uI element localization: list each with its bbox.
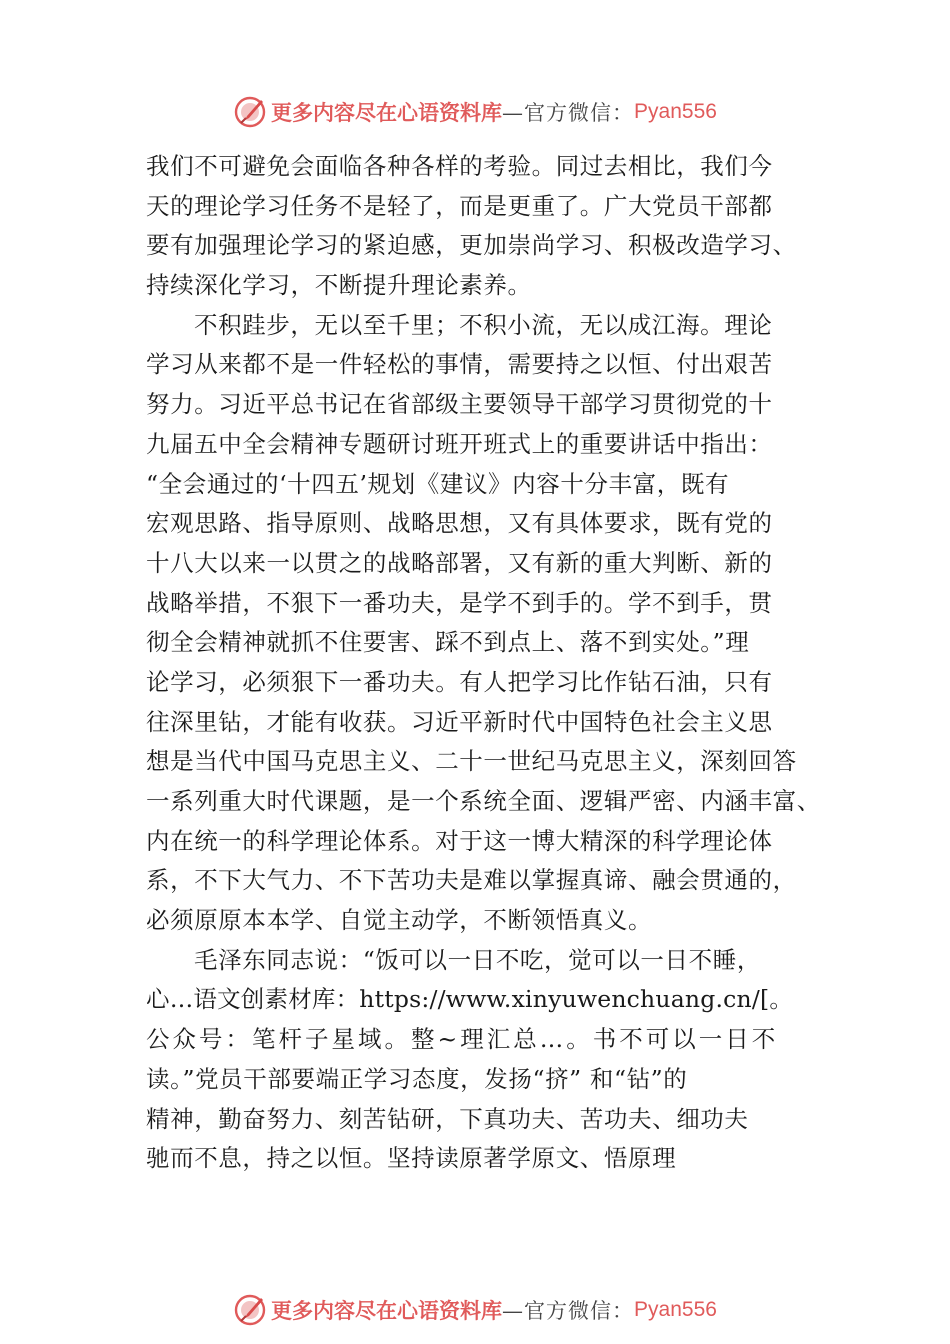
body-line: 持续深化学习，不断提升理论素养。 (146, 271, 532, 300)
body-line: 天的理论学习任务不是轻了，而是更重了。广大党员干部都 (146, 191, 773, 220)
body-line: 十八大以来一以贯之的战略部署，又有新的重大判断、新的 (146, 548, 773, 577)
footer-banner (0, 1290, 950, 1330)
footer-banner-wechat-id: Pyan556 (634, 1298, 717, 1321)
body-line: 往深里钻，才能有收获。习近平新时代中国特色社会主义思 (146, 707, 773, 736)
body-line: 想是当代中国马克思主义、二十一世纪马克思主义，深刻回答 (146, 747, 797, 776)
body-line: 读。”党员干部要端正学习态度，发扬“挤” 和“钻”的 (146, 1064, 688, 1093)
body-line: 论学习，必须狠下一番功夫。有人把学习比作钻石油，只有 (146, 667, 773, 696)
body-line: 不积跬步，无以至千里；不积小流，无以成江海。理论 (194, 310, 773, 339)
body-line: 内在统一的科学理论体系。对于这一博大精深的科学理论体 (146, 826, 773, 855)
document-body (146, 147, 846, 1179)
body-line: 九届五中全会精神专题研讨班开班式上的重要讲话中指出： (146, 429, 773, 458)
header-banner-wechat-id: Pyan556 (634, 100, 717, 123)
quill-pen-logo-icon (233, 1293, 267, 1327)
body-line: 宏观思路、指导原则、战略思想，又有具体要求，既有党的 (146, 509, 773, 538)
body-line: 战略举措，不狠下一番功夫，是学不到手的。学不到手，贯 (146, 588, 773, 617)
body-line: 我们不可避免会面临各种各样的考验。同过去相比，我们今 (146, 152, 773, 180)
body-line: 一系列重大时代课题，是一个系统全面、逻辑严密、内涵丰富、 (146, 787, 821, 815)
footer-banner-title: 更多内容尽在心语资料库 (271, 1298, 503, 1323)
quill-pen-logo-icon (233, 95, 267, 129)
body-line: 驰而不息，持之以恒。坚持读原著学原文、悟原理 (146, 1144, 677, 1173)
body-line: “全会通过的‘十四五’规划《建议》内容十分丰富，既有 (146, 469, 730, 498)
body-line: 要有加强理论学习的紧迫感，更加崇尚学习、积极改造学习、 (146, 231, 797, 260)
header-banner-title: 更多内容尽在心语资料库 (271, 100, 503, 125)
body-line: 精神，勤奋努力、刻苦钻研，下真功夫、苦功夫、细功夫 (146, 1104, 749, 1133)
header-banner (0, 92, 950, 132)
body-line: 努力。习近平总书记在省部级主要领导干部学习贯彻党的十 (146, 390, 773, 419)
body-line: 学习从来都不是一件轻松的事情，需要持之以恒、付出艰苦 (146, 350, 773, 379)
body-line: 毛泽东同志说：“饭可以一日不吃，觉可以一日不睡， (194, 945, 761, 974)
body-line: 必须原原本本学、自觉主动学，不断领悟真义。 (146, 906, 653, 935)
body-line: 公众号：笔杆子星域。整~理汇总…。书不可以一日不 (146, 1025, 779, 1054)
body-line: 心…语文创素材库：https://www.xinyuwenchuang.cn/[。 (146, 985, 794, 1014)
body-line: 系，不下大气力、不下苦功夫是难以掌握真谛、融会贯通的， (146, 866, 797, 895)
header-banner-wechat-label: —官方微信： (502, 101, 635, 125)
body-line: 彻全会精神就抓不住要害、踩不到点上、落不到实处。”理 (146, 628, 750, 657)
footer-banner-wechat-label: —官方微信： (502, 1299, 635, 1323)
